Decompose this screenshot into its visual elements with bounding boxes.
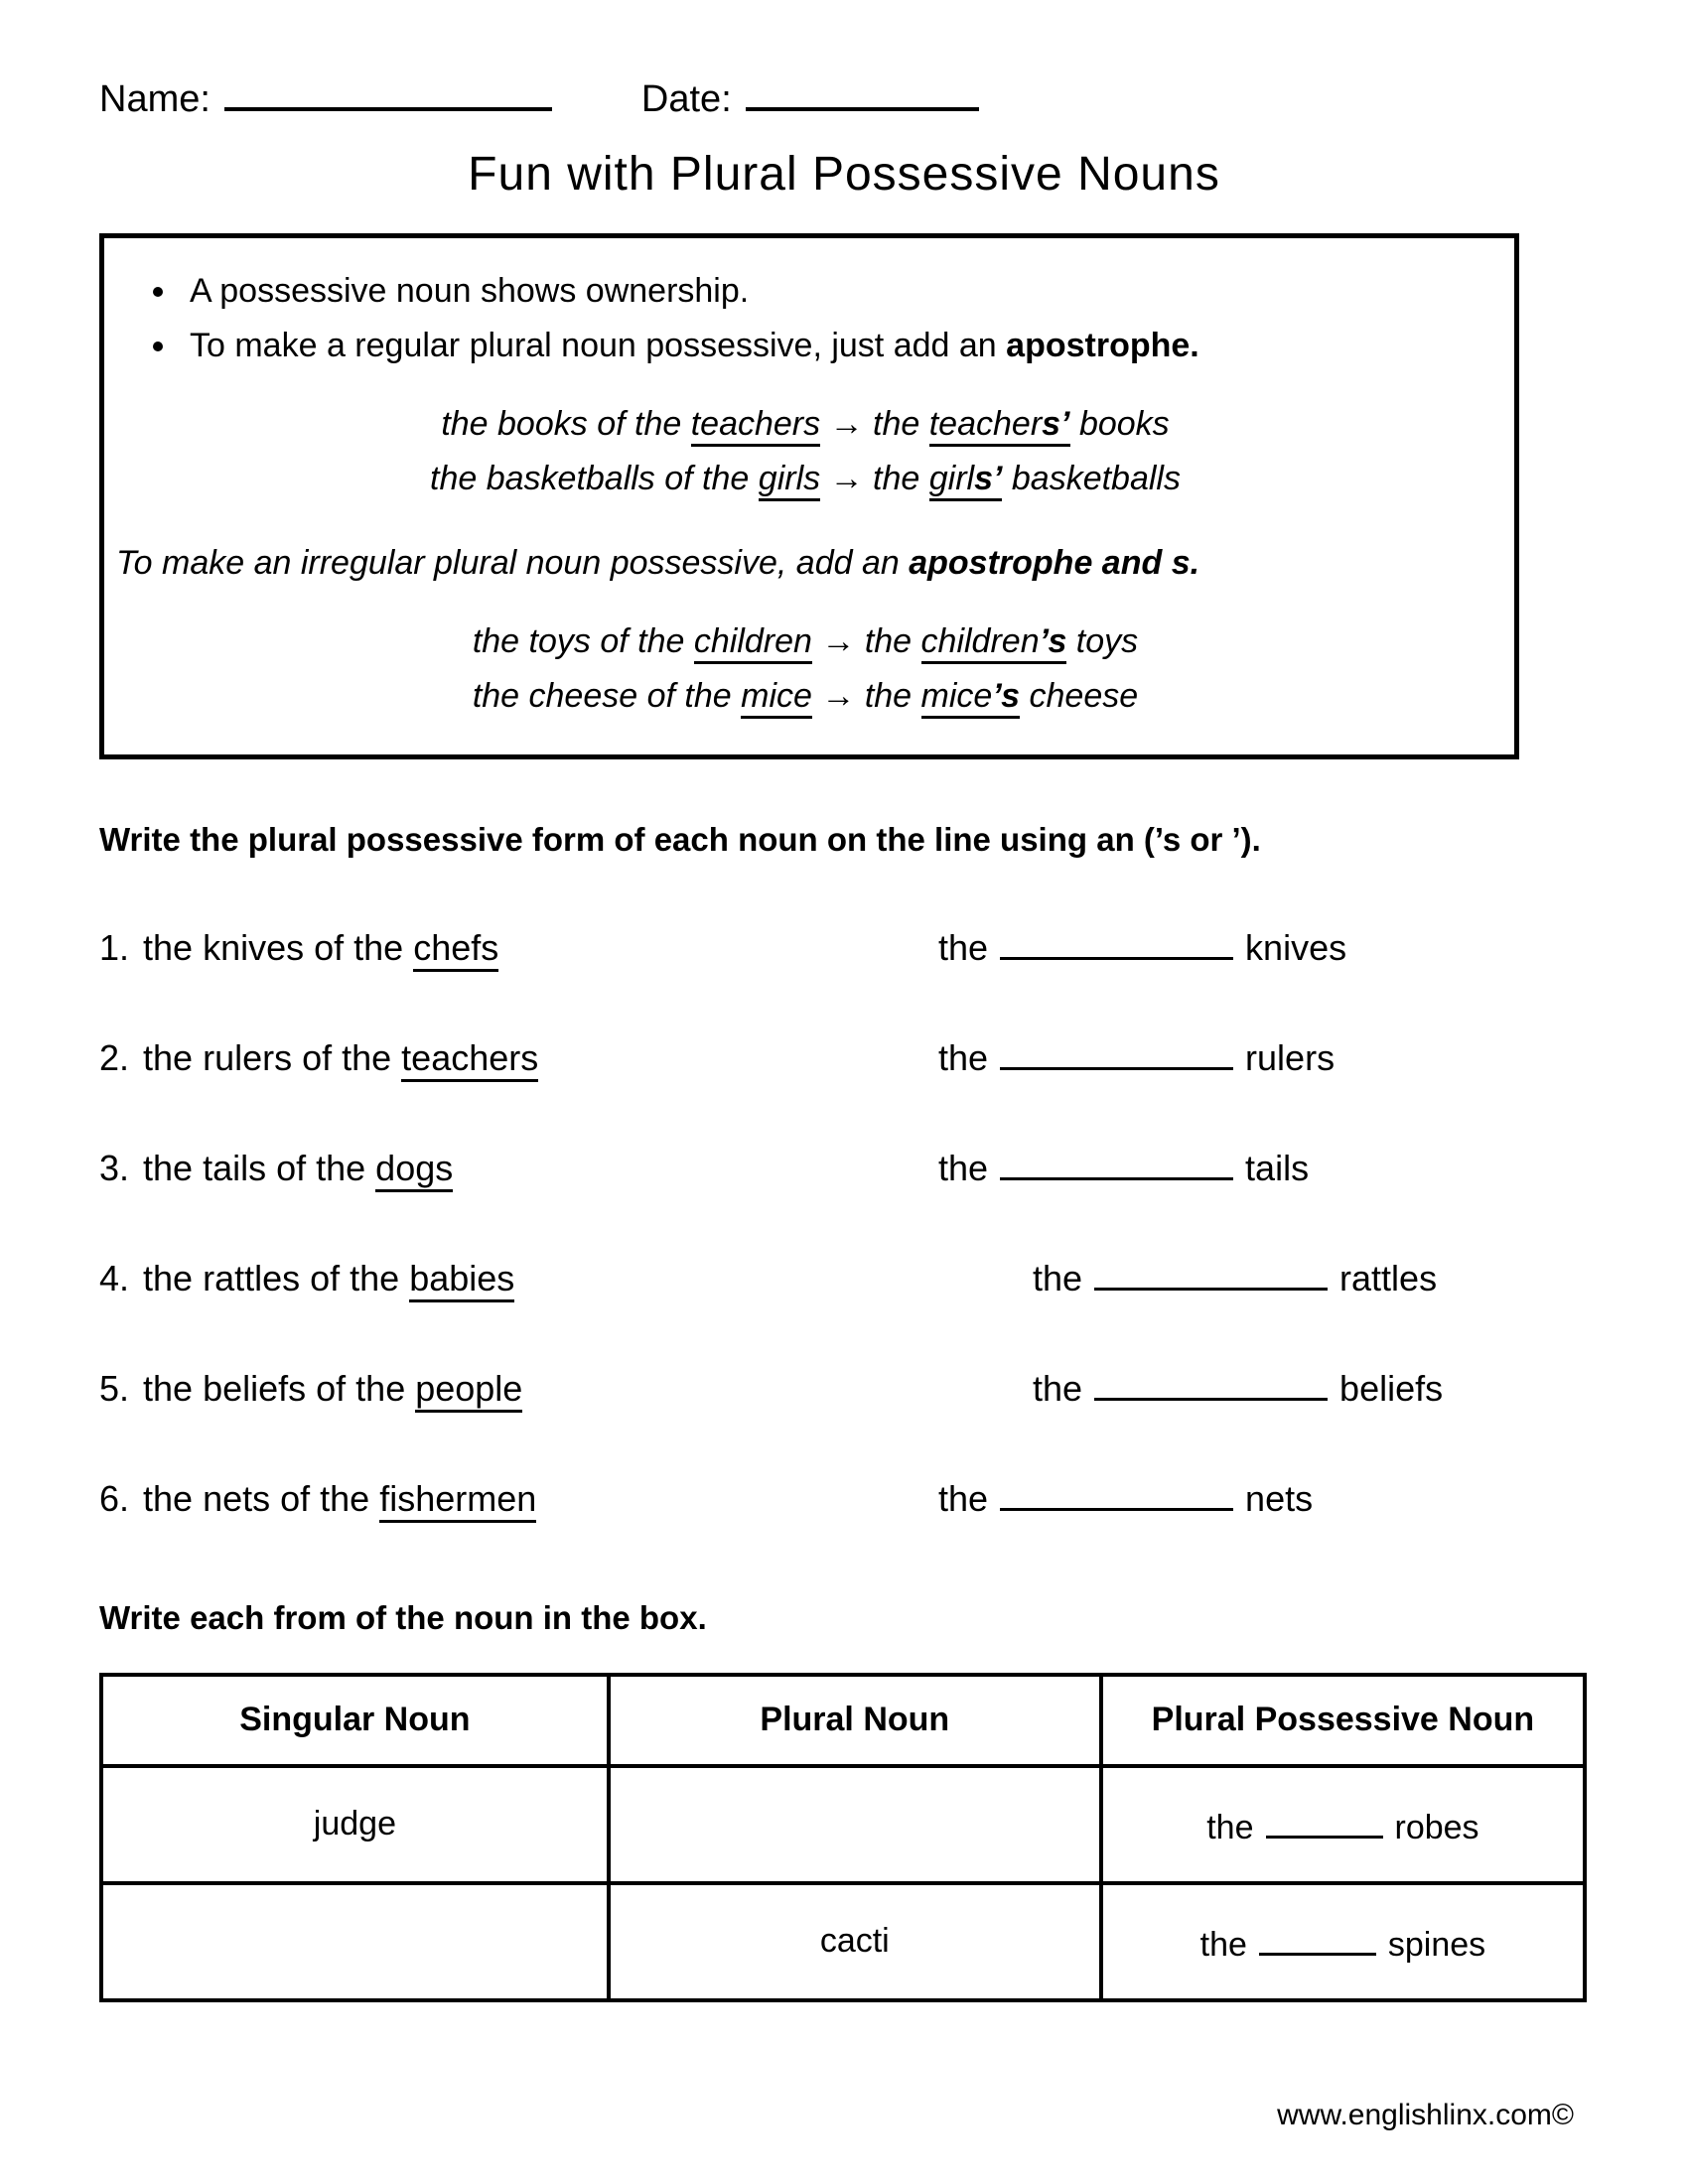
question-2-prompt: [99, 1037, 938, 1079]
question-4-prompt: [99, 1258, 938, 1299]
question-2-answer-blank: [1000, 1031, 1233, 1070]
question-6-answer-phrase: [938, 1472, 1313, 1520]
date-blank-line: [746, 69, 979, 111]
question-2-answer-phrase: [938, 1031, 1335, 1079]
question-row-4: [99, 1252, 1589, 1299]
question-6-noun: fishermen: [379, 1478, 536, 1523]
name-label: Name:: [99, 78, 211, 120]
example-3-lead: the toys of the: [472, 622, 694, 661]
example-1-apostrophe: s’: [1042, 405, 1070, 444]
table-row-1-plural-blank-cell: [609, 1766, 1101, 1883]
example-3-noun: children: [694, 622, 812, 664]
question-1-answer-phrase: [938, 921, 1346, 969]
example-4-lead: the cheese of the: [472, 677, 742, 716]
noun-table: [99, 1673, 1587, 2002]
question-2-answer-tail: rulers: [1245, 1036, 1336, 1078]
table-row-2-possessive-tail: spines: [1387, 1925, 1486, 1964]
question-4-noun: babies: [409, 1258, 514, 1302]
table-row-1-possessive: [1101, 1766, 1585, 1883]
example-4-possessive-base: mice: [920, 677, 993, 716]
example-2-tail: basketballs: [1002, 460, 1181, 498]
example-1-tail: books: [1069, 405, 1170, 444]
question-5-lead: the beliefs of the: [143, 1367, 416, 1409]
table-row-1-singular: judge: [101, 1766, 609, 1883]
header-row: [99, 69, 1589, 121]
question-6-answer-tail: nets: [1245, 1477, 1314, 1519]
irregular-rule: [114, 536, 1496, 591]
rules-box: [99, 233, 1519, 759]
example-3-possessive: [921, 622, 1067, 664]
regular-examples: [114, 397, 1496, 506]
question-2-answer-lead: the: [938, 1036, 989, 1078]
example-3-apostrophe: ’s: [1039, 622, 1067, 661]
question-3-answer-lead: the: [938, 1147, 989, 1188]
question-3-answer-phrase: [938, 1142, 1309, 1189]
example-2-possessive-base: girl: [928, 460, 975, 498]
footer-site-credit: www.englishlinx.com©: [1277, 2099, 1574, 2131]
rule-1-text: A possessive noun shows ownership.: [190, 272, 750, 310]
example-1-possessive: [929, 405, 1070, 447]
table-header-row: [101, 1675, 1585, 1766]
table-row-2-possessive-blank: [1259, 1919, 1376, 1956]
example-3-arrow: → the: [811, 622, 921, 661]
question-6-answer-blank: [1000, 1472, 1233, 1511]
question-5-prompt: [99, 1368, 938, 1410]
question-6-prompt: [99, 1478, 938, 1520]
example-2-noun: girls: [759, 460, 820, 501]
table-header-plural-noun: Plural Noun: [609, 1675, 1101, 1766]
irregular-examples: [114, 614, 1496, 724]
question-4-answer-phrase: [1033, 1252, 1437, 1299]
question-5-answer-lead: the: [1033, 1367, 1083, 1409]
example-4-tail: cheese: [1020, 677, 1139, 716]
table-row-1-possessive-blank: [1266, 1802, 1383, 1839]
question-1-lead: the knives of the: [143, 926, 414, 968]
rule-bullet-1: [180, 264, 1496, 319]
example-4-arrow: → the: [811, 677, 921, 716]
question-1-answer-tail: knives: [1245, 926, 1347, 968]
name-blank-line: [224, 69, 552, 111]
example-1-noun: teachers: [691, 405, 820, 447]
section-1-instruction: Write the plural possessive form of each noun on the line using an (’s or ’).: [99, 820, 1261, 858]
example-3-possessive-base: children: [920, 622, 1040, 661]
date-label: Date:: [640, 78, 732, 120]
question-6-lead: the nets of the: [143, 1477, 380, 1519]
example-4-noun: mice: [741, 677, 812, 719]
table-row-1: [101, 1766, 1585, 1883]
example-1-possessive-base: teacher: [928, 405, 1043, 444]
example-2-apostrophe: s’: [974, 460, 1003, 498]
question-2-lead: the rulers of the: [143, 1036, 402, 1078]
question-4-answer-tail: rattles: [1339, 1257, 1438, 1298]
example-line-3: [114, 614, 1496, 669]
question-3-noun: dogs: [375, 1148, 453, 1192]
question-2-number: 2.: [99, 1036, 130, 1078]
question-6-answer-lead: the: [938, 1477, 989, 1519]
question-row-5: [99, 1362, 1589, 1410]
question-3-prompt: [99, 1148, 938, 1189]
table-row-1-possessive-lead: the: [1206, 1808, 1254, 1846]
rule-2-bold-term: apostrophe.: [1006, 327, 1199, 365]
question-row-1: [99, 921, 1589, 969]
table-row-2-plural: cacti: [609, 1883, 1101, 2000]
question-6-number: 6.: [99, 1477, 130, 1519]
question-4-answer-lead: the: [1033, 1257, 1083, 1298]
table-header-singular-noun: Singular Noun: [101, 1675, 609, 1766]
section-2-instruction: Write each from of the noun in the box.: [99, 1598, 707, 1636]
question-4-answer-blank: [1094, 1252, 1328, 1291]
table-row-1-possessive-tail: robes: [1394, 1808, 1479, 1846]
question-5-answer-tail: beliefs: [1339, 1367, 1444, 1409]
example-4-possessive: [921, 677, 1021, 719]
question-2-noun: teachers: [401, 1037, 538, 1082]
rule-bullet-2: [180, 319, 1496, 373]
example-1-arrow: → the: [820, 405, 929, 444]
table-row-2-possessive: [1101, 1883, 1585, 2000]
example-2-possessive: [929, 460, 1003, 501]
question-4-lead: the rattles of the: [143, 1257, 410, 1298]
example-1-lead: the books of the: [441, 405, 691, 444]
question-3-lead: the tails of the: [143, 1147, 376, 1188]
example-line-1: [114, 397, 1496, 452]
question-5-answer-phrase: [1033, 1362, 1443, 1410]
irregular-rule-text: To make an irregular plural noun possessive, add an: [116, 544, 910, 583]
example-line-4: [114, 669, 1496, 724]
question-3-answer-blank: [1000, 1142, 1233, 1180]
question-1-number: 1.: [99, 926, 130, 968]
example-line-2: [114, 452, 1496, 506]
rules-list: [114, 264, 1496, 373]
example-2-lead: the basketballs of the: [430, 460, 759, 498]
question-3-number: 3.: [99, 1147, 130, 1188]
question-1-prompt: [99, 927, 938, 969]
question-5-noun: people: [415, 1368, 522, 1413]
question-row-2: [99, 1031, 1589, 1079]
table-row-2: [101, 1883, 1585, 2000]
example-4-apostrophe: ’s: [992, 677, 1021, 716]
question-5-answer-blank: [1094, 1362, 1328, 1401]
table-row-2-possessive-lead: the: [1199, 1925, 1247, 1964]
rule-2-text: To make a regular plural noun possessive, just add an: [190, 327, 1007, 365]
question-3-answer-tail: tails: [1245, 1147, 1310, 1188]
question-row-3: [99, 1142, 1589, 1189]
table-row-2-singular-blank-cell: [101, 1883, 609, 2000]
question-5-number: 5.: [99, 1367, 130, 1409]
question-1-noun: chefs: [413, 927, 498, 972]
example-3-tail: toys: [1066, 622, 1139, 661]
table-header-plural-possessive-noun: Plural Possessive Noun: [1101, 1675, 1585, 1766]
question-1-answer-blank: [1000, 921, 1233, 960]
example-2-arrow: → the: [820, 460, 929, 498]
irregular-rule-bold-term: apostrophe and s.: [909, 544, 1200, 583]
question-1-answer-lead: the: [938, 926, 989, 968]
question-row-6: [99, 1472, 1589, 1520]
worksheet-title: Fun with Plural Possessive Nouns: [468, 148, 1220, 201]
question-4-number: 4.: [99, 1257, 130, 1298]
question-list: [99, 921, 1589, 1520]
